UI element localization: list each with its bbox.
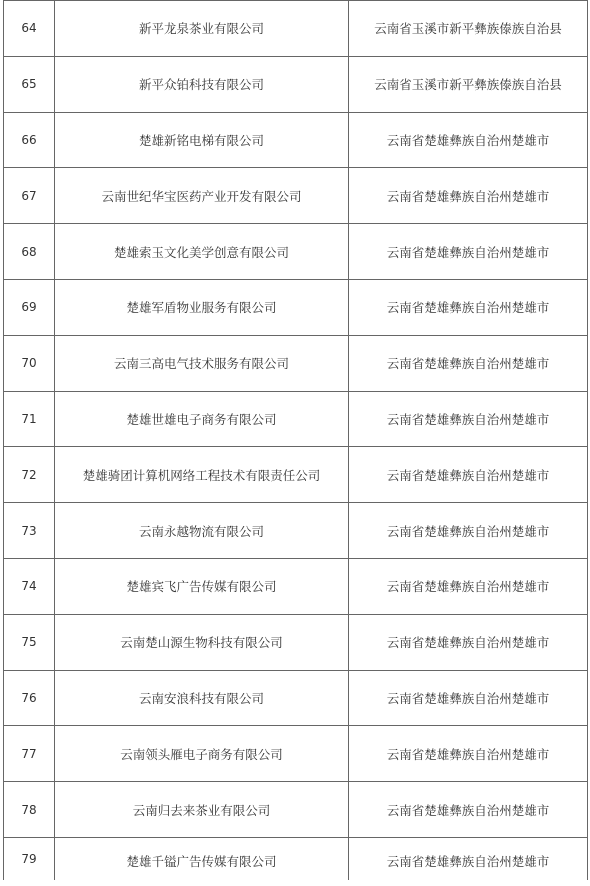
table-row [4, 335, 588, 391]
company-name: 云南楚山源生物科技有限公司 [55, 614, 349, 670]
table-row [4, 447, 588, 503]
company-address: 云南省楚雄彝族自治州楚雄市 [349, 837, 588, 880]
company-name: 楚雄宾飞广告传媒有限公司 [55, 558, 349, 614]
company-address: 云南省楚雄彝族自治州楚雄市 [349, 503, 588, 559]
company-address: 云南省楚雄彝族自治州楚雄市 [349, 224, 588, 280]
table-row [4, 112, 588, 168]
company-name: 楚雄世雄电子商务有限公司 [55, 391, 349, 447]
row-number: 73 [4, 503, 55, 559]
row-number: 78 [4, 782, 55, 838]
row-number: 68 [4, 224, 55, 280]
company-address: 云南省楚雄彝族自治州楚雄市 [349, 279, 588, 335]
company-name: 楚雄骑团计算机网络工程技术有限责任公司 [55, 447, 349, 503]
row-number: 71 [4, 391, 55, 447]
company-name: 云南领头雁电子商务有限公司 [55, 726, 349, 782]
row-number: 75 [4, 614, 55, 670]
row-number: 65 [4, 56, 55, 112]
company-address: 云南省楚雄彝族自治州楚雄市 [349, 726, 588, 782]
company-name: 云南三高电气技术服务有限公司 [55, 335, 349, 391]
company-name: 云南安浪科技有限公司 [55, 670, 349, 726]
company-table-body [4, 1, 588, 880]
row-number: 69 [4, 279, 55, 335]
row-number: 70 [4, 335, 55, 391]
company-address: 云南省楚雄彝族自治州楚雄市 [349, 670, 588, 726]
company-name: 楚雄军盾物业服务有限公司 [55, 279, 349, 335]
company-name: 云南归去来茶业有限公司 [55, 782, 349, 838]
company-address: 云南省楚雄彝族自治州楚雄市 [349, 614, 588, 670]
table-row [4, 56, 588, 112]
company-name: 楚雄索玉文化美学创意有限公司 [55, 224, 349, 280]
table-row [4, 782, 588, 838]
table-row [4, 391, 588, 447]
row-number: 64 [4, 1, 55, 57]
company-name: 楚雄千镒广告传媒有限公司 [55, 837, 349, 880]
company-address: 云南省楚雄彝族自治州楚雄市 [349, 168, 588, 224]
table-row [4, 224, 588, 280]
table-row [4, 279, 588, 335]
company-name: 新平龙泉茶业有限公司 [55, 1, 349, 57]
row-number: 79 [4, 837, 55, 880]
table-row [4, 614, 588, 670]
company-address: 云南省楚雄彝族自治州楚雄市 [349, 447, 588, 503]
row-number: 72 [4, 447, 55, 503]
company-name: 云南世纪华宝医药产业开发有限公司 [55, 168, 349, 224]
company-name: 新平众铂科技有限公司 [55, 56, 349, 112]
table-row [4, 168, 588, 224]
company-address: 云南省楚雄彝族自治州楚雄市 [349, 335, 588, 391]
row-number: 76 [4, 670, 55, 726]
company-address: 云南省楚雄彝族自治州楚雄市 [349, 112, 588, 168]
table-row [4, 670, 588, 726]
row-number: 77 [4, 726, 55, 782]
company-address: 云南省楚雄彝族自治州楚雄市 [349, 558, 588, 614]
row-number: 74 [4, 558, 55, 614]
company-address: 云南省玉溪市新平彝族傣族自治县 [349, 1, 588, 57]
table-row [4, 558, 588, 614]
row-number: 67 [4, 168, 55, 224]
company-address: 云南省楚雄彝族自治州楚雄市 [349, 391, 588, 447]
company-address: 云南省楚雄彝族自治州楚雄市 [349, 782, 588, 838]
row-number: 66 [4, 112, 55, 168]
table-row [4, 726, 588, 782]
company-name: 楚雄新铭电梯有限公司 [55, 112, 349, 168]
company-name: 云南永越物流有限公司 [55, 503, 349, 559]
table-row [4, 837, 588, 880]
company-address: 云南省玉溪市新平彝族傣族自治县 [349, 56, 588, 112]
table-row [4, 503, 588, 559]
table-row [4, 1, 588, 57]
company-table [3, 0, 588, 880]
